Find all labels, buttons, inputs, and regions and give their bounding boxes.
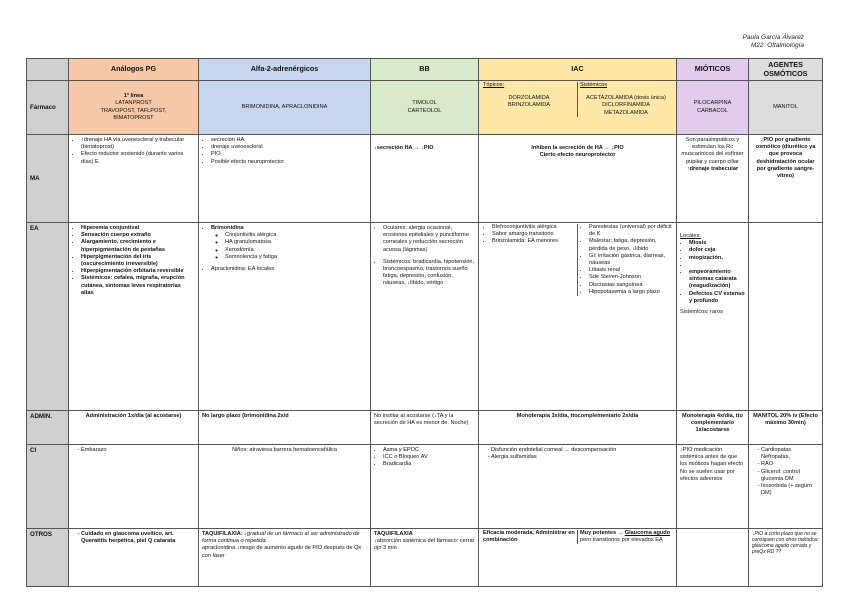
ea-iac-sistemicos-list bbox=[580, 224, 672, 296]
list-item: ◦ Xerostomía bbox=[225, 247, 367, 254]
otros-pg bbox=[69, 529, 199, 587]
list-item: - RAO bbox=[761, 461, 819, 468]
otros-iac-right-bold: Muy potentes → bbox=[580, 530, 624, 536]
otros-bb bbox=[371, 529, 479, 587]
farmaco-iac-sistemicos-line2: DICLORFINAMIDA bbox=[602, 102, 650, 109]
ma-osmoticos: ↓PIO por gradiente osmótico (diurético ya que provoca deshidratación ocular por gradiente sangre-vítreo) bbox=[749, 135, 823, 223]
ci-bb bbox=[371, 445, 479, 529]
list-item: - Alergia sulfamidas bbox=[491, 454, 673, 461]
farmaco-bb bbox=[371, 81, 479, 135]
list-item bbox=[211, 225, 367, 266]
list-item: • Hiperemia conjuntival bbox=[81, 225, 195, 232]
ea-a2-sublist bbox=[211, 232, 367, 261]
list-item: • Miosis bbox=[689, 240, 745, 247]
row-label-otros: OTROS bbox=[27, 529, 69, 587]
list-item: • drenaje uveoescleral bbox=[211, 144, 367, 151]
list-item: • Discrasias sanguínea bbox=[589, 282, 672, 289]
otros-iac-split bbox=[481, 530, 674, 544]
farmaco-pg-line1: 1ª línea bbox=[123, 93, 144, 100]
list-item: • Hipopotasemia a largo plazo bbox=[589, 289, 672, 296]
ma-pg bbox=[69, 135, 199, 223]
row-ma bbox=[27, 135, 823, 223]
ea-iac-split bbox=[481, 224, 674, 296]
farmaco-iac-sistemicos-line1: ACETAZOLAMIDA (dosis única) bbox=[586, 95, 666, 102]
list-item: • Alargamiento, crecimiento e hiperpigmentación de pestañas bbox=[81, 239, 195, 253]
ci-osmoticos bbox=[749, 445, 823, 529]
farmaco-pg-line4: BIMATOPROST bbox=[113, 114, 154, 121]
ci-iac-list bbox=[482, 447, 673, 461]
list-item: • Apraclonidina: EA locales bbox=[211, 266, 367, 273]
row-farmaco bbox=[27, 81, 823, 135]
otros-bb-text: ↓absorción sistémica del fármaco: cerrar ojo 3 min bbox=[374, 538, 475, 552]
row-otros bbox=[27, 529, 823, 587]
ma-a2-list bbox=[202, 137, 367, 166]
ci-ag-list bbox=[752, 447, 819, 497]
ci-pg bbox=[69, 445, 199, 529]
otros-a2 bbox=[199, 529, 371, 587]
header-iac: IAC bbox=[479, 59, 677, 81]
admin-pg: Administración 1x/día (al acostarse) bbox=[69, 411, 199, 445]
ea-pg bbox=[69, 223, 199, 411]
list-item: • Defectos CV extenso y profundo bbox=[689, 291, 745, 305]
farmaco-iac-topicos-line2: BRINZOLAMIDA bbox=[508, 102, 550, 109]
list-item: - Cardiopatas Nefropatas, bbox=[761, 447, 819, 461]
ma-iac-line1: Inhiben la secreción de HA → ↓PIO bbox=[531, 145, 624, 151]
row-ci bbox=[27, 445, 823, 529]
otros-iac-right-rest: pero transitorios por elevados EA bbox=[580, 537, 663, 544]
ci-a2: Niños: atraviesa barrera hematoencefálica bbox=[199, 445, 371, 529]
header-row bbox=[27, 59, 823, 81]
list-item bbox=[689, 262, 745, 269]
glaucoma-drugs-table bbox=[26, 58, 823, 587]
row-label-farmaco: Fármaco bbox=[27, 81, 69, 135]
header-bb: BB bbox=[371, 59, 479, 81]
ma-iac-line2: Cierto efecto neuroprotector bbox=[539, 152, 616, 159]
header-mioticos: MIÓTICOS bbox=[677, 59, 749, 81]
admin-bb: No instilar al acostarse (↓TA y la secreción de HA es menor de. Noche) bbox=[371, 411, 479, 445]
list-item: • Blefroconjuntivitis alérgica bbox=[492, 224, 575, 231]
otros-pg-list bbox=[72, 531, 195, 545]
farmaco-iac-split bbox=[481, 82, 674, 117]
list-item: - Disfunción endotelial corneal → descompensación bbox=[491, 447, 673, 454]
admin-mioticos: Monoterapia 4x/día, tto complementario 1x/acostarse bbox=[677, 411, 749, 445]
farmaco-mio-line1: PILOCARPINA bbox=[693, 100, 732, 107]
otros-a2-apra: apraclonidina ↓riesgo de aumento agudo de PIO después de Qx con láser bbox=[202, 545, 362, 559]
ea-mio-sistemicos: Sistémicos: raros bbox=[680, 309, 723, 316]
list-item: • Oculares: alergia ocasional, erosiones epiteliales y punctiforme corneales y reducción secreción acuosa (lágrimas) bbox=[383, 225, 475, 254]
list-item: • GI: irritación gástrica, diarreas, náuseas bbox=[589, 253, 672, 267]
list-item: ◦ Somnolencia y fatiga bbox=[225, 254, 367, 261]
ma-mio-text: Son parasimpáticos y estimulan los Rc muscarínicos del esfínter pupilar y cuerpo ciliar bbox=[681, 137, 744, 165]
farmaco-iac-sistemicos-label: Sistémicos bbox=[580, 82, 608, 88]
list-item: • empeoramiento síntomas catarata (reagudización) bbox=[689, 269, 745, 291]
ea-bb-list bbox=[374, 225, 475, 288]
ea-a2-list bbox=[202, 225, 367, 273]
farmaco-pg-line2: LATANPROST bbox=[115, 100, 152, 107]
row-label-admin: ADMIN. bbox=[27, 411, 69, 445]
admin-osmoticos: MANITOL 20% iv (Efecto máximo 30min) bbox=[749, 411, 823, 445]
list-item: • Malestar: fatiga, depresión, pérdida de peso, ↓líbido bbox=[589, 238, 672, 252]
farmaco-iac-topicos-label: Tópicos: bbox=[483, 82, 505, 88]
list-item: • Sde Steven-Johnson bbox=[589, 274, 672, 281]
farmaco-iac-topicos-line1: DORZOLAMIDA bbox=[508, 95, 550, 102]
list-item: • Bradicardia bbox=[383, 461, 475, 468]
otros-bb-title: TAQUIFILAXIA bbox=[374, 531, 413, 537]
list-item: ◦ HA granulomatosa bbox=[225, 239, 367, 246]
ea-osmoticos bbox=[749, 223, 823, 411]
ea-mio-locales: Locales: bbox=[680, 233, 701, 239]
ma-mioticos bbox=[677, 135, 749, 223]
list-item: • dolor ceja bbox=[689, 247, 745, 254]
list-item: • Litiasis renal bbox=[589, 267, 672, 274]
list-item: • Sensación cuerpo extraño bbox=[81, 232, 195, 239]
list-item: • Efecto reductor sostenido (durante varios días) E bbox=[81, 151, 195, 165]
ea-iac-sistemicos bbox=[577, 224, 674, 296]
header-pg: Análogos PG bbox=[69, 59, 199, 81]
row-label-ma: MA bbox=[27, 135, 69, 223]
author-block bbox=[743, 34, 804, 50]
ci-pg-list bbox=[72, 447, 195, 454]
farmaco-pg-line3: TRAVOPOST, TAFLPOST, bbox=[100, 107, 167, 114]
list-item: • Posible efecto neuroprotector bbox=[211, 159, 367, 166]
list-item: • Hiperpigmentación orbitaria reversible bbox=[81, 268, 195, 275]
ma-pg-list bbox=[72, 137, 195, 166]
farmaco-osmoticos: MANITOL bbox=[749, 81, 823, 135]
farmaco-mio-line2: CARBACOL bbox=[697, 107, 728, 114]
ea-pg-list bbox=[72, 225, 195, 297]
row-label-ea: EA bbox=[27, 223, 69, 411]
farmaco-a2: BRIMONIDINA, APRACLONIDINA bbox=[199, 81, 371, 135]
farmaco-pg bbox=[69, 81, 199, 135]
list-item: • Sistémicos: bradicardia, hipotensión, broncoespasmo, trastornos sueño fatiga, depresión, confusión, náuseas, ↓líbido, vértigo bbox=[383, 259, 475, 288]
row-admin bbox=[27, 411, 823, 445]
list-item: • miopización, bbox=[689, 255, 745, 262]
otros-iac-right bbox=[577, 530, 674, 544]
ci-mio-line1: ↓PIO medicación sistémica antes de que los mióticos hagan efecto bbox=[680, 447, 744, 468]
row-ea bbox=[27, 223, 823, 411]
ci-iac bbox=[479, 445, 677, 529]
otros-iac-right-link: Glaucoma agudo bbox=[624, 530, 671, 536]
farmaco-iac bbox=[479, 81, 677, 135]
header-a2: Alfa-2-adrenérgicos bbox=[199, 59, 371, 81]
ea-mioticos bbox=[677, 223, 749, 411]
list-item: - Glicerol: control glucemia DM bbox=[761, 469, 819, 483]
list-item: • secreción HA bbox=[211, 137, 367, 144]
otros-iac bbox=[479, 529, 677, 587]
otros-iac-left: Eficacia moderada, Administrar en combinación bbox=[483, 530, 575, 544]
list-item: ◦ Conjuntivitis alérgica bbox=[225, 232, 367, 239]
list-item: • Brinzolamida: EA menores bbox=[492, 238, 575, 245]
otros-a2-text: ↓gradual de un fármaco al ser administrado de forma continua o repetida. bbox=[202, 531, 360, 545]
ea-mio-list bbox=[680, 240, 745, 305]
list-item: - Cuidado en glaucoma uveítico, art. Queratitis herpética, piel Q catarata bbox=[81, 531, 195, 545]
farmaco-iac-topicos bbox=[481, 82, 577, 117]
ea-bb bbox=[371, 223, 479, 411]
list-item: • ICC o Bloqueo AV bbox=[383, 454, 475, 461]
admin-a2: No largo plazo (brimonidina 2x/d bbox=[199, 411, 371, 445]
ma-bb: ↓secreción HA → ↓PIO bbox=[371, 135, 479, 223]
list-item: • Parestesias (universal) por déficit de K bbox=[589, 224, 672, 238]
farmaco-iac-sistemicos bbox=[577, 82, 674, 117]
ma-mio-bold: ↑drenaje trabecular bbox=[686, 165, 739, 172]
ea-a2 bbox=[199, 223, 371, 411]
ma-iac bbox=[479, 135, 677, 223]
list-item: • PIO bbox=[211, 151, 367, 158]
author-course: M22. Oftalmología bbox=[750, 42, 804, 49]
otros-osmoticos: ↓PIO a corto plazo que no se consiguen con otros métodos: glaucoma agudo cerrado y preQx RD ?? bbox=[749, 529, 823, 587]
row-label-ci: CI bbox=[27, 445, 69, 529]
ea-iac bbox=[479, 223, 677, 411]
list-item: • ↑drenaje HA vía uveoescleral y trabecular (bimatoprost) bbox=[81, 137, 195, 151]
ci-bb-list bbox=[374, 447, 475, 469]
ci-mioticos bbox=[677, 445, 749, 529]
otros-a2-title: TAQUIFILAXIA: bbox=[202, 531, 243, 537]
list-item: • Sistémicos: cefalea, migraña, erupción cutánea, síntomas leves respiratorias altas bbox=[81, 275, 195, 297]
farmaco-mioticos bbox=[677, 81, 749, 135]
ci-mio-line2: No se suelen usar por efectos adversos bbox=[680, 468, 735, 482]
list-item: • Asma y EPOC bbox=[383, 447, 475, 454]
header-osmoticos: AGENTES OSMÓTICOS bbox=[749, 59, 823, 81]
list-item: - Isosorbida (+ seguro DM) bbox=[761, 483, 819, 497]
farmaco-bb-line2: CARTEOLOL bbox=[407, 107, 442, 114]
ea-iac-topicos bbox=[481, 224, 577, 296]
list-item: - Embarazo bbox=[81, 447, 195, 454]
list-item: • Sabor amargo transitorio bbox=[492, 231, 575, 238]
farmaco-bb-line1: TIMOLOL bbox=[412, 100, 437, 107]
ma-a2 bbox=[199, 135, 371, 223]
list-item: • Hiperpigmentación del iris (oscurecimiento irreversible) bbox=[81, 254, 195, 268]
farmaco-iac-sistemicos-line3: METAZOLAMIDA bbox=[604, 109, 648, 116]
otros-mioticos bbox=[677, 529, 749, 587]
author-name: Paula García Álvarez bbox=[742, 34, 804, 41]
ea-iac-topicos-list bbox=[483, 224, 575, 246]
ea-a2-brimonidina: Brimonidina bbox=[211, 225, 244, 231]
admin-iac: Monoterapia 3x/día, ttocomplementario 2x/día bbox=[479, 411, 677, 445]
header-corner bbox=[27, 59, 69, 81]
